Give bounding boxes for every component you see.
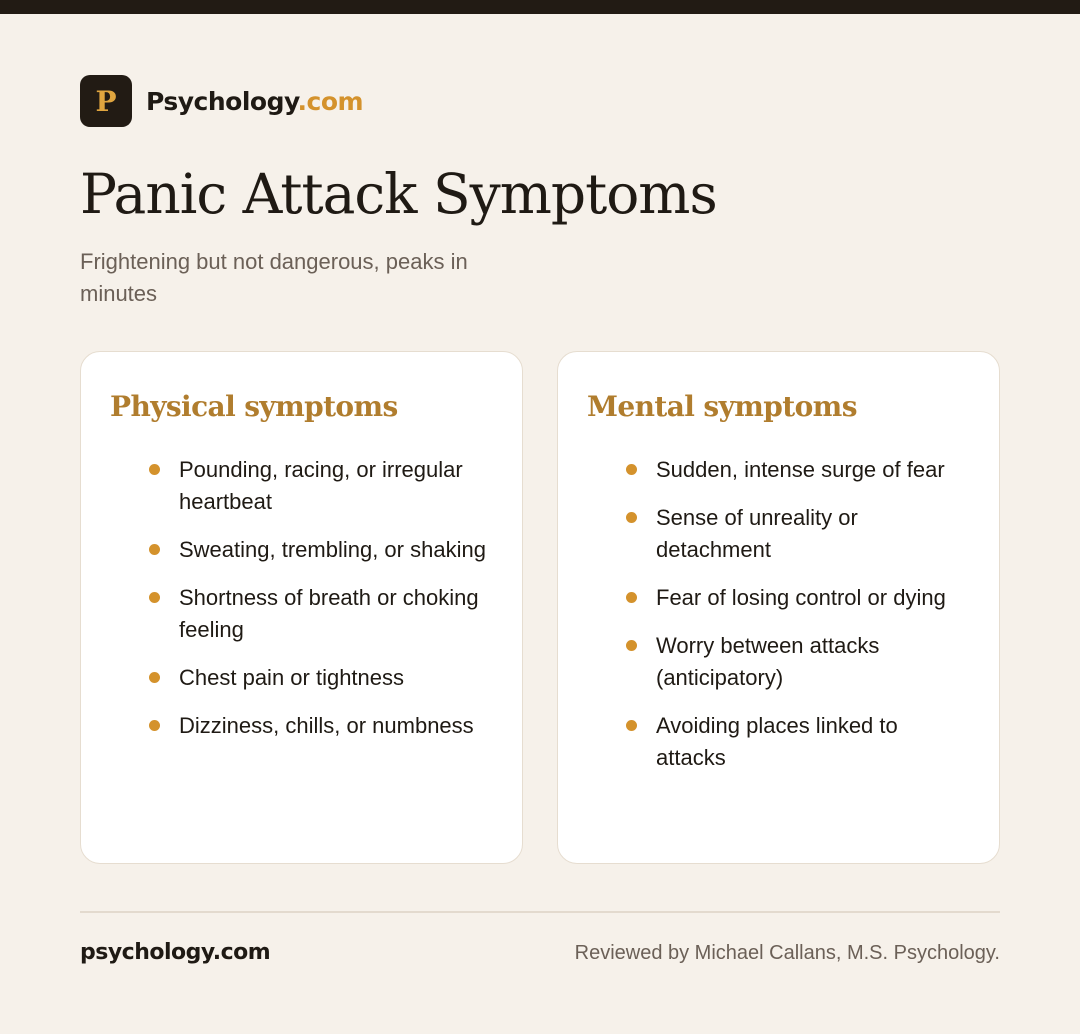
brand-logo xyxy=(80,75,132,127)
brand-name xyxy=(146,87,363,116)
list-item-text: Pounding, racing, or irregular heartbeat xyxy=(179,457,463,514)
top-accent-bar xyxy=(0,0,1080,14)
card-title: Physical symptoms xyxy=(110,390,398,423)
logo-letter: P xyxy=(95,84,117,118)
mental-symptoms-card xyxy=(557,351,1000,864)
brand-name-main: Psychology xyxy=(146,86,298,116)
list-item-text: Shortness of breath or choking feeling xyxy=(179,585,479,642)
list-item xyxy=(656,630,971,694)
list-item xyxy=(656,582,971,614)
list-item xyxy=(179,534,494,566)
footer-site-name: psychology.com xyxy=(80,940,271,965)
bullet-dot-icon xyxy=(149,720,160,731)
list-item-text: Fear of losing control or dying xyxy=(656,585,946,610)
list-item-text: Worry between attacks (anticipatory) xyxy=(656,633,880,690)
bullet-dot-icon xyxy=(626,464,637,475)
bullet-dot-icon xyxy=(626,720,637,731)
list-item xyxy=(656,454,971,486)
list-item xyxy=(179,582,494,646)
bullet-dot-icon xyxy=(149,544,160,555)
bullet-dot-icon xyxy=(149,464,160,475)
list-item-text: Avoiding places linked to attacks xyxy=(656,713,898,770)
list-item xyxy=(179,710,494,742)
page-title: Panic Attack Symptoms xyxy=(80,162,717,226)
bullet-dot-icon xyxy=(149,592,160,603)
physical-symptoms-card xyxy=(80,351,523,864)
bullet-dot-icon xyxy=(626,592,637,603)
bullet-dot-icon xyxy=(626,640,637,651)
brand-name-suffix: .com xyxy=(297,86,364,116)
card-title: Mental symptoms xyxy=(587,390,857,423)
footer-divider xyxy=(80,911,1000,913)
brand-header xyxy=(80,75,363,127)
list-item-text: Chest pain or tightness xyxy=(179,665,405,690)
list-item-text: Sudden, intense surge of fear xyxy=(656,457,945,482)
list-item-text: Sense of unreality or detachment xyxy=(656,505,858,562)
list-item xyxy=(179,662,494,694)
symptom-list xyxy=(587,454,971,774)
footer-review-credit: Reviewed by Michael Callans, M.S. Psychology. xyxy=(574,942,1000,964)
list-item-text: Dizziness, chills, or numbness xyxy=(179,713,474,738)
bullet-dot-icon xyxy=(626,512,637,523)
symptom-list xyxy=(110,454,494,742)
list-item xyxy=(179,454,494,518)
page-subtitle: Frightening but not dangerous, peaks in minutes xyxy=(80,249,468,306)
bullet-dot-icon xyxy=(149,672,160,683)
list-item xyxy=(656,710,971,774)
list-item-text: Sweating, trembling, or shaking xyxy=(179,537,486,562)
list-item xyxy=(656,502,971,566)
